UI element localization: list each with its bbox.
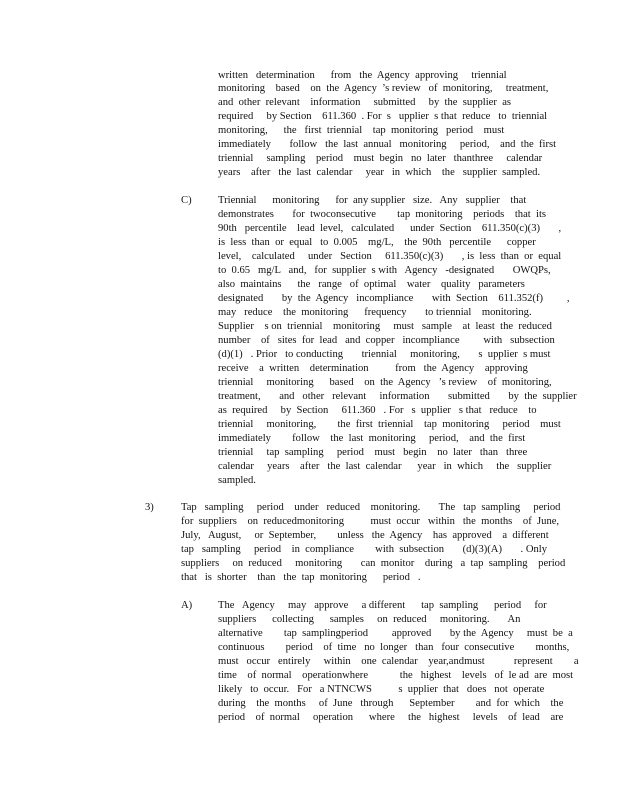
text-line: demonstrates for twoconsecutive tap monitoring periods that its — [218, 209, 547, 220]
item-label: C) — [181, 195, 192, 206]
text-line: suppliers collecting samples on reduced monitoring. An — [218, 614, 521, 625]
text-line: may reduce the monitoring frequency to triennial monitoring. — [218, 307, 532, 318]
text-line: designated by the Agency incompliance with Section 611.352(f) , — [218, 293, 570, 304]
text-line: tap sampling period in compliance with subsection (d)(3)(A) . Only — [181, 544, 548, 555]
text-line: Supplier s on triennial monitoring must sample at least the reduced — [218, 321, 552, 332]
text-line: treatment, and other relevant information submitted by the supplier — [218, 391, 577, 402]
text-line: receive a written determination from the Agency approving — [218, 363, 528, 374]
text-line: is less than or equal to 0.005 mg/L, the 90th percentile copper — [218, 237, 536, 248]
text-line: required by Section 611.360 . For s upplier s that reduce to triennial — [218, 111, 548, 122]
text-line: (d)(1) . Prior to conducting triennial monitoring, s upplier s must — [218, 349, 551, 360]
item-label: A) — [181, 600, 193, 611]
text-line: number of sites for lead and copper incompliance with subsection — [218, 335, 555, 346]
text-line: Tap sampling period under reduced monitoring. The tap sampling period — [181, 502, 561, 513]
text-line: immediately follow the last annual monitoring period, and the first — [218, 139, 557, 150]
text-line: July, August, or September, unless the Agency has approved a different — [181, 530, 549, 541]
text-line: written determination from the Agency approving triennial — [218, 70, 507, 81]
text-line: sampled. — [218, 475, 256, 486]
text-line: period of normal operation where the highest levels of lead are — [218, 712, 564, 723]
text-line: likely to occur. For a NTNCWS s upplier that does not operate — [218, 684, 545, 695]
text-line: years after the last calendar year in which the supplier sampled. — [218, 167, 541, 178]
text-line: also maintains the range of optimal water quality parameters — [218, 279, 525, 290]
text-line: continuous period of time no longer than four consecutive months, — [218, 642, 570, 653]
text-line: triennial monitoring based on the Agency ’s review of monitoring, — [218, 377, 552, 388]
text-line: that is shorter than the tap monitoring period . — [181, 572, 421, 583]
item-label: 3) — [145, 502, 154, 513]
text-line: 90th percentile lead level, calculated under Section 611.350(c)(3) , — [218, 223, 562, 234]
text-line: level, calculated under Section 611.350(c)(3) , is less than or equal — [218, 251, 562, 262]
text-line: triennial monitoring, the first triennial tap monitoring period must — [218, 419, 561, 430]
text-line: triennial tap sampling period must begin no later than three — [218, 447, 528, 458]
text-line: calendar years after the last calendar year in which the supplier — [218, 461, 552, 472]
text-line: for suppliers on reducedmonitoring must occur within the months of June, — [181, 516, 560, 527]
text-line: The Agency may approve a different tap sampling period for — [218, 600, 547, 611]
text-line: time of normal operationwhere the highest levels of le ad are most — [218, 670, 574, 681]
text-line: immediately follow the last monitoring period, and the first — [218, 433, 526, 444]
text-line: triennial sampling period must begin no later thanthree calendar — [218, 153, 543, 164]
text-line: as required by Section 611.360 . For s upplier s that reduce to — [218, 405, 537, 416]
text-line: monitoring based on the Agency ’s review of monitoring, treatment, — [218, 83, 549, 94]
text-line: and other relevant information submitted by the supplier as — [218, 97, 512, 108]
text-line: alternative tap samplingperiod approved by the Agency must be a — [218, 628, 573, 639]
text-line: monitoring, the first triennial tap monitoring period must — [218, 125, 505, 136]
text-line: Triennial monitoring for any supplier size. Any supplier that — [218, 195, 527, 206]
text-line: to 0.65 mg/L and, for supplier s with Agency -designated OWQPs, — [218, 265, 551, 276]
text-line: must occur entirely within one calendar year,andmust represent a — [218, 656, 579, 667]
text-line: during the months of June through September and for which the — [218, 698, 564, 709]
text-line: suppliers on reduced monitoring can monitor during a tap sampling period — [181, 558, 566, 569]
